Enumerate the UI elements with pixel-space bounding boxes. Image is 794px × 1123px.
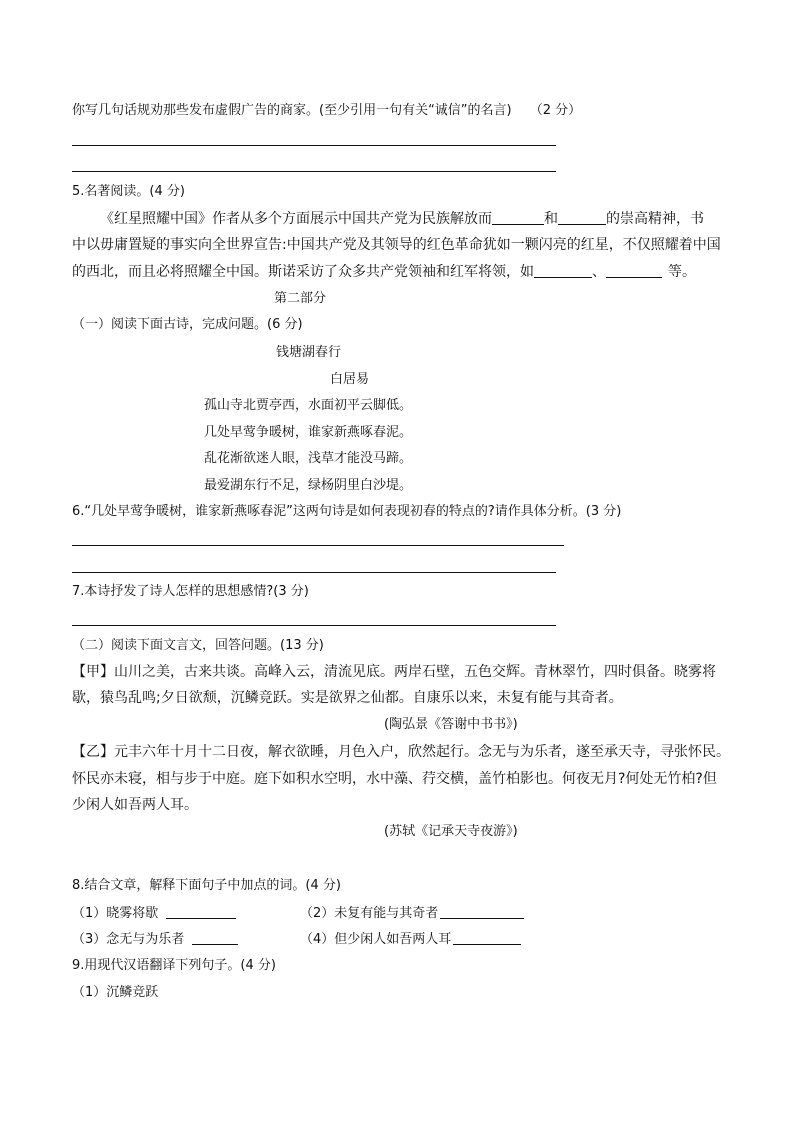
q5-text: 、 <box>592 264 606 280</box>
passage-yi-source: (苏轼《记承天寺夜游》) <box>384 824 518 839</box>
fill-blank[interactable] <box>534 265 592 278</box>
passage-jia-line: 歇，猿鸟乱鸣;夕日欲颓，沉鳞竞跃。实是欲界之仙都。自康乐以来，未复有能与其奇者。 <box>72 690 623 706</box>
fill-blank[interactable] <box>558 212 606 225</box>
passage-yi-line: 怀民亦未寝，相与步于中庭。庭下如积水空明，水中藻、荇交横，盖竹柏影也。何夜无月?何处无竹柏?但 <box>72 771 717 787</box>
question-8-item-3 <box>72 932 238 946</box>
item-text: （4）但少闲人如吾两人耳 <box>300 932 452 947</box>
fill-blank[interactable] <box>192 932 238 945</box>
question-7-prompt: 7.本诗抒发了诗人怎样的思想感情?(3 分) <box>72 584 309 599</box>
question-8-item-1 <box>72 906 236 920</box>
question-9-heading: 9.用现代汉语翻译下列句子。(4 分) <box>72 958 276 973</box>
question-6-prompt: 6.“几处早莺争暖树，谁家新燕啄春泥”这两句诗是如何表现初春的特点的?请作具体分析。(3 分) <box>72 504 622 519</box>
question-8-item-4 <box>300 932 521 946</box>
answer-line[interactable] <box>72 145 556 146</box>
passage-yi-line: 少闲人如吾两人耳。 <box>72 797 198 813</box>
poem-line: 最爱湖东行不足，绿杨阴里白沙堤。 <box>204 478 413 493</box>
fill-blank[interactable] <box>453 932 521 945</box>
item-text: （2）未复有能与其奇者 <box>300 906 439 921</box>
q5-text: 的西北，而且必将照耀全中国。斯诺采访了众多共产党领袖和红军将领，如 <box>72 264 534 280</box>
q5-text: 等。 <box>668 264 696 280</box>
answer-line[interactable] <box>72 572 556 573</box>
section-1-heading: （一）阅读下面古诗，完成问题。(6 分) <box>72 317 303 332</box>
item-text: （1）晓雾将歇 <box>72 906 159 921</box>
q5-text: 《红星照耀中国》作者从多个方面展示中国共产党为民族解放而 <box>100 211 492 227</box>
passage-jia-source: (陶弘景《答谢中书书》) <box>384 717 518 732</box>
answer-line[interactable] <box>72 625 556 626</box>
question-5-line-3 <box>72 265 696 279</box>
question-5-heading: 5.名著阅读。(4 分) <box>72 184 185 199</box>
question-5-line-2: 中以毋庸置疑的事实向全世界宣告:中国共产党及其领导的红色革命犹如一颗闪亮的红星，不仅照耀着中国 <box>72 237 721 253</box>
passage-jia-line: 【甲】山川之美，古来共谈。高峰入云，清流见底。两岸石壁，五色交辉。青林翠竹，四时俱备。晓雾将 <box>72 664 716 680</box>
poem-line: 几处早莺争暖树，谁家新燕啄春泥。 <box>204 425 413 440</box>
question-4-prompt <box>72 104 581 117</box>
answer-line[interactable] <box>72 545 564 546</box>
question-8-item-2 <box>300 906 524 920</box>
q5-text: 和 <box>544 211 558 227</box>
poem-line: 乱花渐欲迷人眼，浅草才能没马蹄。 <box>204 451 413 466</box>
poem-author: 白居易 <box>330 372 370 387</box>
q5-text: 的崇高精神，书 <box>606 211 704 227</box>
poem-title: 钱塘湖春行 <box>276 345 342 360</box>
question-4-score: （2 分） <box>529 103 582 118</box>
part-2-title: 第二部分 <box>274 291 327 306</box>
fill-blank[interactable] <box>166 906 236 919</box>
question-8-heading: 8.结合文章，解释下面句子中加点的词。(4 分) <box>72 878 341 893</box>
fill-blank[interactable] <box>492 212 544 225</box>
answer-line[interactable] <box>72 171 556 172</box>
section-2-heading: （二）阅读下面文言文，回答问题。(13 分) <box>72 638 324 653</box>
passage-yi-line: 【乙】元丰六年十月十二日夜，解衣欲睡，月色入户，欣然起行。念无与为乐者，遂至承天寺，寻张怀民。 <box>72 744 730 760</box>
poem-line: 孤山寺北贾亭西，水面初平云脚低。 <box>204 398 413 413</box>
question-5-line-1 <box>100 212 704 226</box>
question-4-text: 你写几句话规劝那些发布虚假广告的商家。(至少引用一句有关“诚信”的名言) <box>72 103 512 118</box>
item-text: （3）念无与为乐者 <box>72 932 185 947</box>
fill-blank[interactable] <box>606 265 662 278</box>
fill-blank[interactable] <box>440 906 524 919</box>
question-9-item-1: （1）沉鳞竞跃 <box>72 985 159 1000</box>
